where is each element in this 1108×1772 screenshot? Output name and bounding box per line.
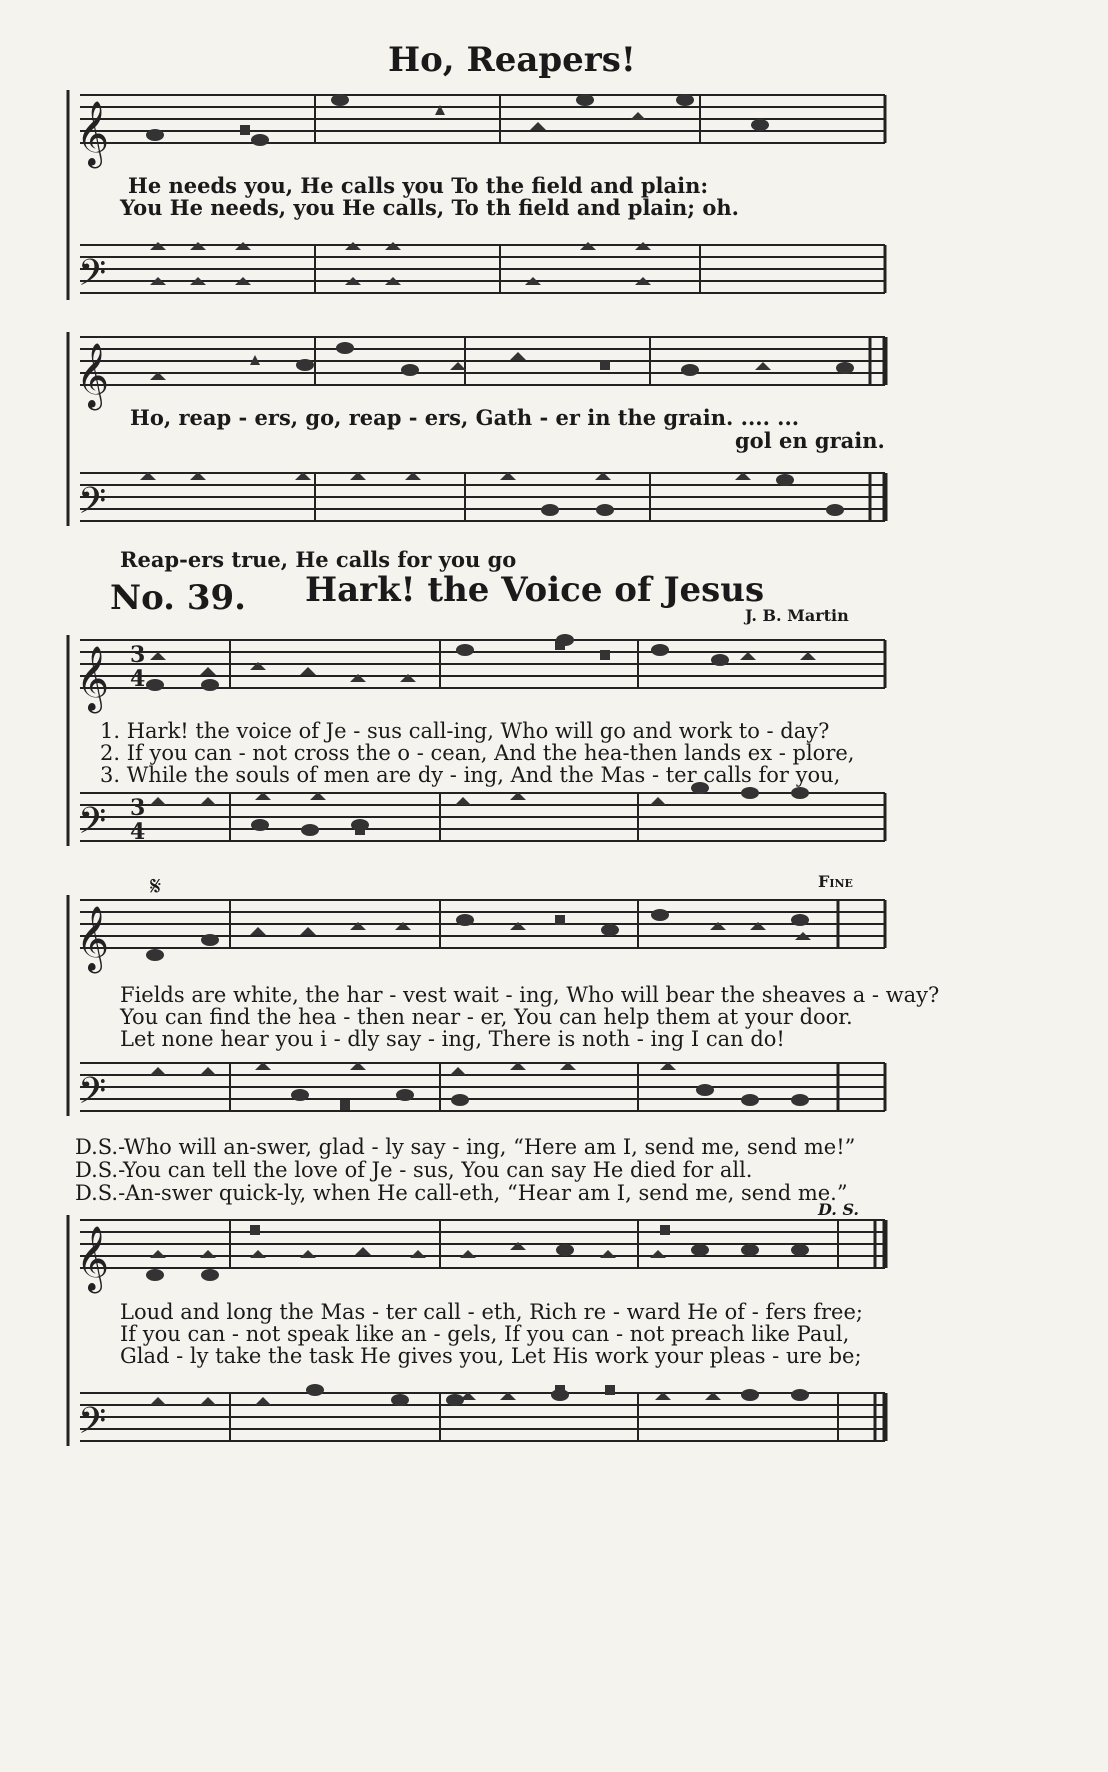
verse1-line1: 1. Hark! the voice of Je - sus call-ing, Who will go and work to - day?	[100, 719, 830, 743]
svg-text:𝄞: 𝄞	[76, 101, 110, 166]
svg-text:4: 4	[130, 666, 146, 692]
svg-text:𝄞: 𝄞	[76, 906, 110, 971]
verse3-line3: Glad - ly take the task He gives you, Let His work your pleas - ure be;	[120, 1344, 862, 1368]
svg-text:𝄞: 𝄞	[76, 646, 110, 711]
song1-system2-lyric3: Reap-ers true, He calls for you go	[120, 547, 517, 572]
svg-text:𝄢: 𝄢	[78, 1070, 107, 1121]
svg-text:𝄢: 𝄢	[78, 252, 107, 303]
hymn-number: No. 39.	[110, 578, 246, 618]
svg-text:𝄢: 𝄢	[78, 800, 107, 851]
song1-system1-lyric2: You He needs, you He calls, To th field and plain; oh.	[120, 195, 739, 220]
verse2-line2: You can find the hea - then near - er, You can help them at your door.	[120, 1005, 853, 1029]
ds-line1: D.S.-Who will an-swer, glad - ly say - ing, “Here am I, send me, send me!”	[75, 1135, 856, 1159]
song1-system2-lyric2: gol en grain.	[735, 428, 885, 453]
ds-line2: D.S.-You can tell the love of Je - sus, You can say He died for all.	[75, 1158, 753, 1182]
song1-system1-lyric1: He needs you, He calls you To the field and plain:	[128, 173, 709, 198]
svg-text:4: 4	[130, 819, 146, 845]
svg-text:𝄢: 𝄢	[78, 1400, 107, 1451]
fine-mark: Fine	[818, 872, 853, 891]
segno-sign: 𝄋	[150, 872, 162, 902]
svg-text:3: 3	[130, 795, 146, 821]
song-title: Ho, Reapers!	[388, 40, 636, 80]
hymn-title: Hark! the Voice of Jesus	[305, 570, 765, 610]
svg-text:𝄞: 𝄞	[76, 1226, 110, 1291]
svg-text:𝄢: 𝄢	[78, 480, 107, 531]
verse3-line1: 3. While the souls of men are dy - ing, And the Mas - ter calls for you,	[100, 763, 841, 787]
verse1-line2: Fields are white, the har - vest wait - ing, Who will bear the sheaves a - way?	[120, 983, 940, 1007]
verse1-line3: Loud and long the Mas - ter call - eth, Rich re - ward He of - fers free;	[120, 1300, 863, 1324]
ds-line3: D.S.-An-swer quick-ly, when He call-eth, “Hear am I, send me, send me.”	[75, 1181, 848, 1205]
ds-mark: D. S.	[818, 1200, 859, 1219]
verse2-line1: 2. If you can - not cross the o - cean, And the hea-then lands ex - plore,	[100, 741, 855, 765]
verse2-line3: If you can - not speak like an - gels, If you can - not preach like Paul,	[120, 1322, 850, 1346]
composer: J. B. Martin	[745, 606, 849, 625]
svg-text:3: 3	[130, 642, 146, 668]
music-staves-song1	[60, 80, 890, 570]
verse3-line2: Let none hear you i - dly say - ing, There is noth - ing I can do!	[120, 1027, 785, 1051]
svg-text:𝄞: 𝄞	[76, 343, 110, 408]
song1-system2-lyric1: Ho, reap - ers, go, reap - ers, Gath - er in the grain. .... ...	[130, 405, 800, 430]
